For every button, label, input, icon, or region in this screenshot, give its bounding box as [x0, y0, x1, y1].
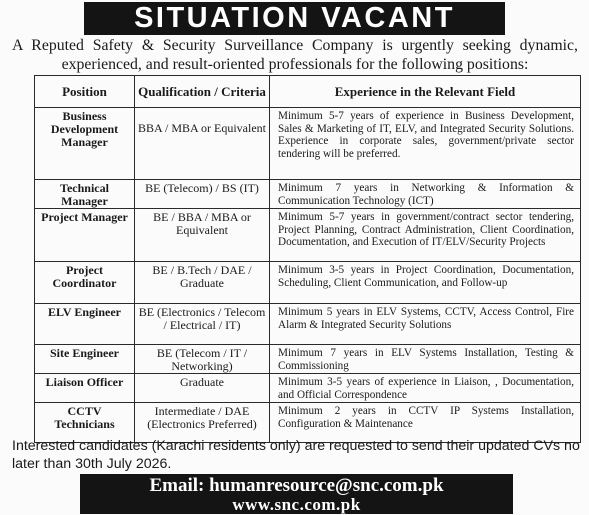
qualification-cell: BE / B.Tech / DAE / Graduate: [135, 262, 270, 304]
position-cell: ELV Engineer: [35, 304, 135, 345]
experience-cell: Minimum 5-7 years in government/contract sector tendering, Project Planning, Contract Administration, Client Coordination, Documentation, and Execution of IT/ELV/Security Projects: [270, 209, 581, 262]
header-qualification: Qualification / Criteria: [135, 76, 270, 108]
qualification-cell: Intermediate / DAE (Electronics Preferred): [135, 403, 270, 443]
header-experience: Experience in the Relevant Field: [270, 76, 581, 108]
ad-title: SITUATION VACANT: [84, 2, 505, 35]
positions-table: [34, 75, 581, 443]
qualification-cell: BBA / MBA or Equivalent: [135, 108, 270, 180]
position-cell: Technical Manager: [35, 180, 135, 209]
experience-cell: Minimum 3-5 years in Project Coordination, Documentation, Scheduling, Client Communication, and Follow-up: [270, 262, 581, 304]
qualification-cell: BE (Telecom) / BS (IT): [135, 180, 270, 209]
intro-text: A Reputed Safety & Security Surveillance Company is urgently seeking dynamic, experienced, and result-oriented professionals for the following positions:: [12, 37, 578, 73]
table-row: [35, 345, 581, 374]
position-cell: CCTV Technicians: [35, 403, 135, 443]
experience-cell: Minimum 7 years in ELV Systems Installation, Testing & Commissioning: [270, 345, 581, 374]
position-cell: Business Development Manager: [35, 108, 135, 180]
position-cell: Project Coordinator: [35, 262, 135, 304]
qualification-cell: BE (Telecom / IT / Networking): [135, 345, 270, 374]
table-row: [35, 180, 581, 209]
table-row: [35, 262, 581, 304]
website-link[interactable]: www.snc.com.pk: [232, 495, 361, 514]
application-instructions: Interested candidates (Karachi residents only) are requested to send their updated CVs no later than 30th July 2026.: [12, 438, 580, 472]
table-row: [35, 209, 581, 262]
position-cell: Site Engineer: [35, 345, 135, 374]
table-row: [35, 374, 581, 403]
position-cell: Liaison Officer: [35, 374, 135, 403]
experience-cell: Minimum 7 years in Networking & Information & Communication Technology (ICT): [270, 180, 581, 209]
header-position: Position: [35, 76, 135, 108]
experience-cell: Minimum 2 years in CCTV IP Systems Installation, Configuration & Maintenance: [270, 403, 581, 443]
experience-cell: Minimum 5 years in ELV Systems, CCTV, Access Control, Fire Alarm & Integrated Security Solutions: [270, 304, 581, 345]
table-row: [35, 304, 581, 345]
table-header-row: [35, 76, 581, 108]
experience-cell: Minimum 3-5 years of experience in Liaison, , Documentation, and Official Correspondence: [270, 374, 581, 403]
table-row: [35, 108, 581, 180]
qualification-cell: BE (Electronics / Telecom / Electrical / IT): [135, 304, 270, 345]
experience-cell: Minimum 5-7 years of experience in Business Development, Sales & Marketing of IT, ELV, and Integrated Security Solutions. Experience in corporate sales, government/private sector tendering will be preferred.: [270, 108, 581, 180]
contact-bar: [80, 474, 513, 514]
email-address[interactable]: Email: humanresource@snc.com.pk: [149, 475, 444, 496]
qualification-cell: BE / BBA / MBA or Equivalent: [135, 209, 270, 262]
qualification-cell: Graduate: [135, 374, 270, 403]
position-cell: Project Manager: [35, 209, 135, 262]
